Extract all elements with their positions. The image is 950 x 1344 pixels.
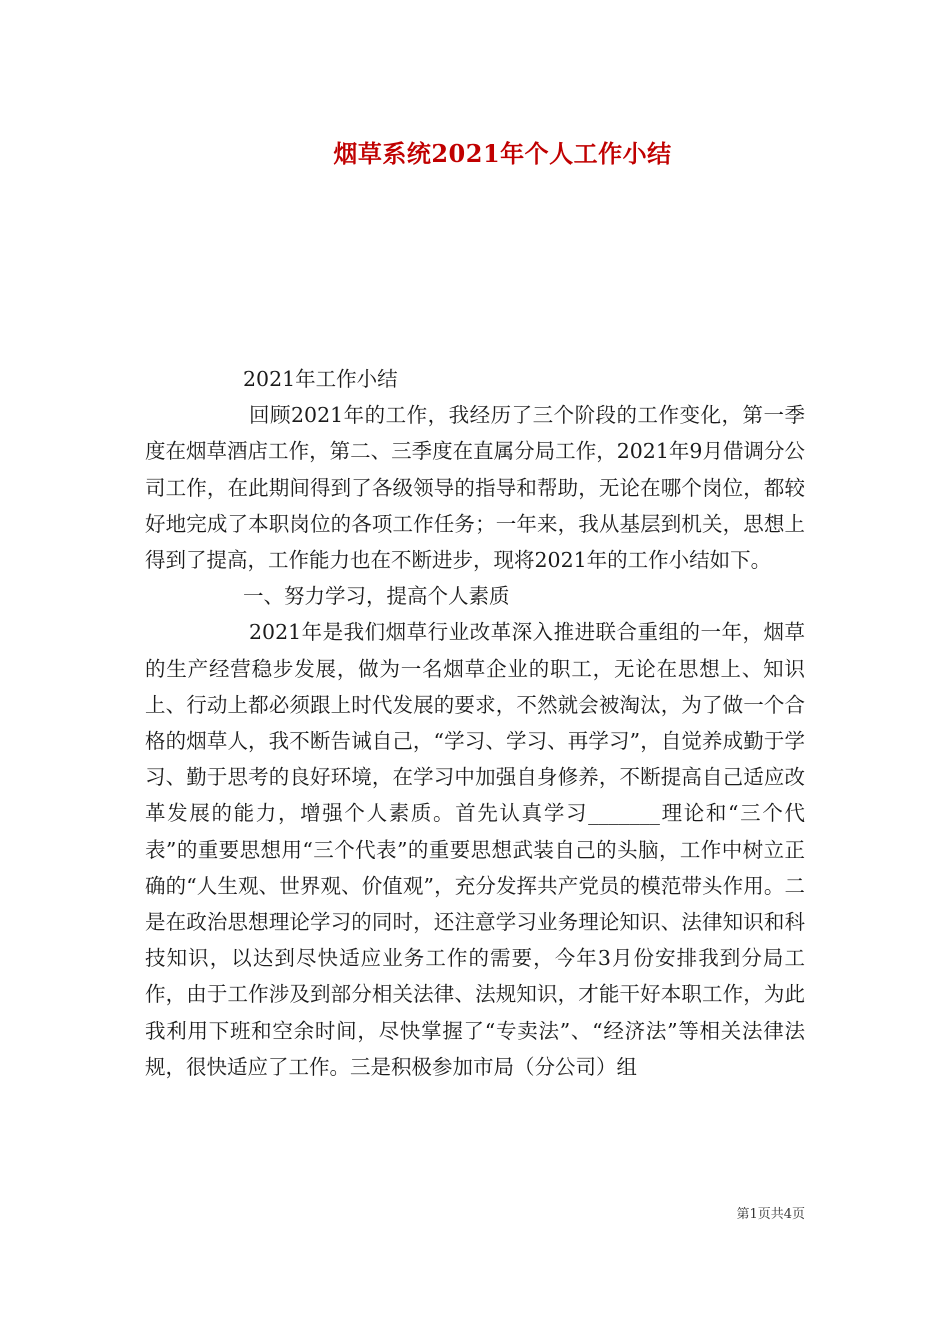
document-title: 烟草系统2021年个人工作小结 <box>333 139 672 168</box>
paragraph-study: 2021年是我们烟草行业改革深入推进联合重组的一年，烟草的生产经营稳步发展，做为一名烟草企业的职工，无论在思想上、知识上、行动上都必须跟上时代发展的要求，不然就会被淘汰，为了做一个合格的烟草人，我不断告诫自己，“学习、学习、再学习”，自觉养成勤于学习、勤于思考的良好环境，在学习中加强自身修养，不断提高自己适应改革发展的能力，增强个人素质。首先认真学习_______理论和“三个代表”的重要思想用“三个代表”的重要思想武装自己的头脑，工作中树立正确的“人生观、世界观、价值观”，充分发挥共产党员的模范带头作用。二是在政治思想理论学习的同时，还注意学习业务理论知识、法律知识和科技知识，以达到尽快适应业务工作的需要，今年3月份安排我到分局工作，由于工作涉及到部分相关法律、法规知识，才能干好本职工作，为此我利用下班和空余时间，尽快掌握了“专卖法”、“经济法”等相关法律法规，很快适应了工作。三是积极参加市局（分公司）组 <box>145 620 805 1079</box>
subtitle: 2021年工作小结 <box>243 367 398 391</box>
section-heading-study: 一、努力学习，提高个人素质 <box>243 584 510 609</box>
document-body <box>145 361 805 1085</box>
paragraph-intro: 回顾2021年的工作，我经历了三个阶段的工作变化，第一季度在烟草酒店工作，第二、三季度在直属分局工作，2021年9月借调分公司工作，在此期间得到了各级领导的指导和帮助，无论在哪个岗位，都较好地完成了本职岗位的各项工作任务；一年来，我从基层到机关，思想上得到了提高，工作能力也在不断进步，现将2021年的工作小结如下。 <box>145 403 805 573</box>
page-number: 第1页共4页 <box>736 1207 805 1222</box>
